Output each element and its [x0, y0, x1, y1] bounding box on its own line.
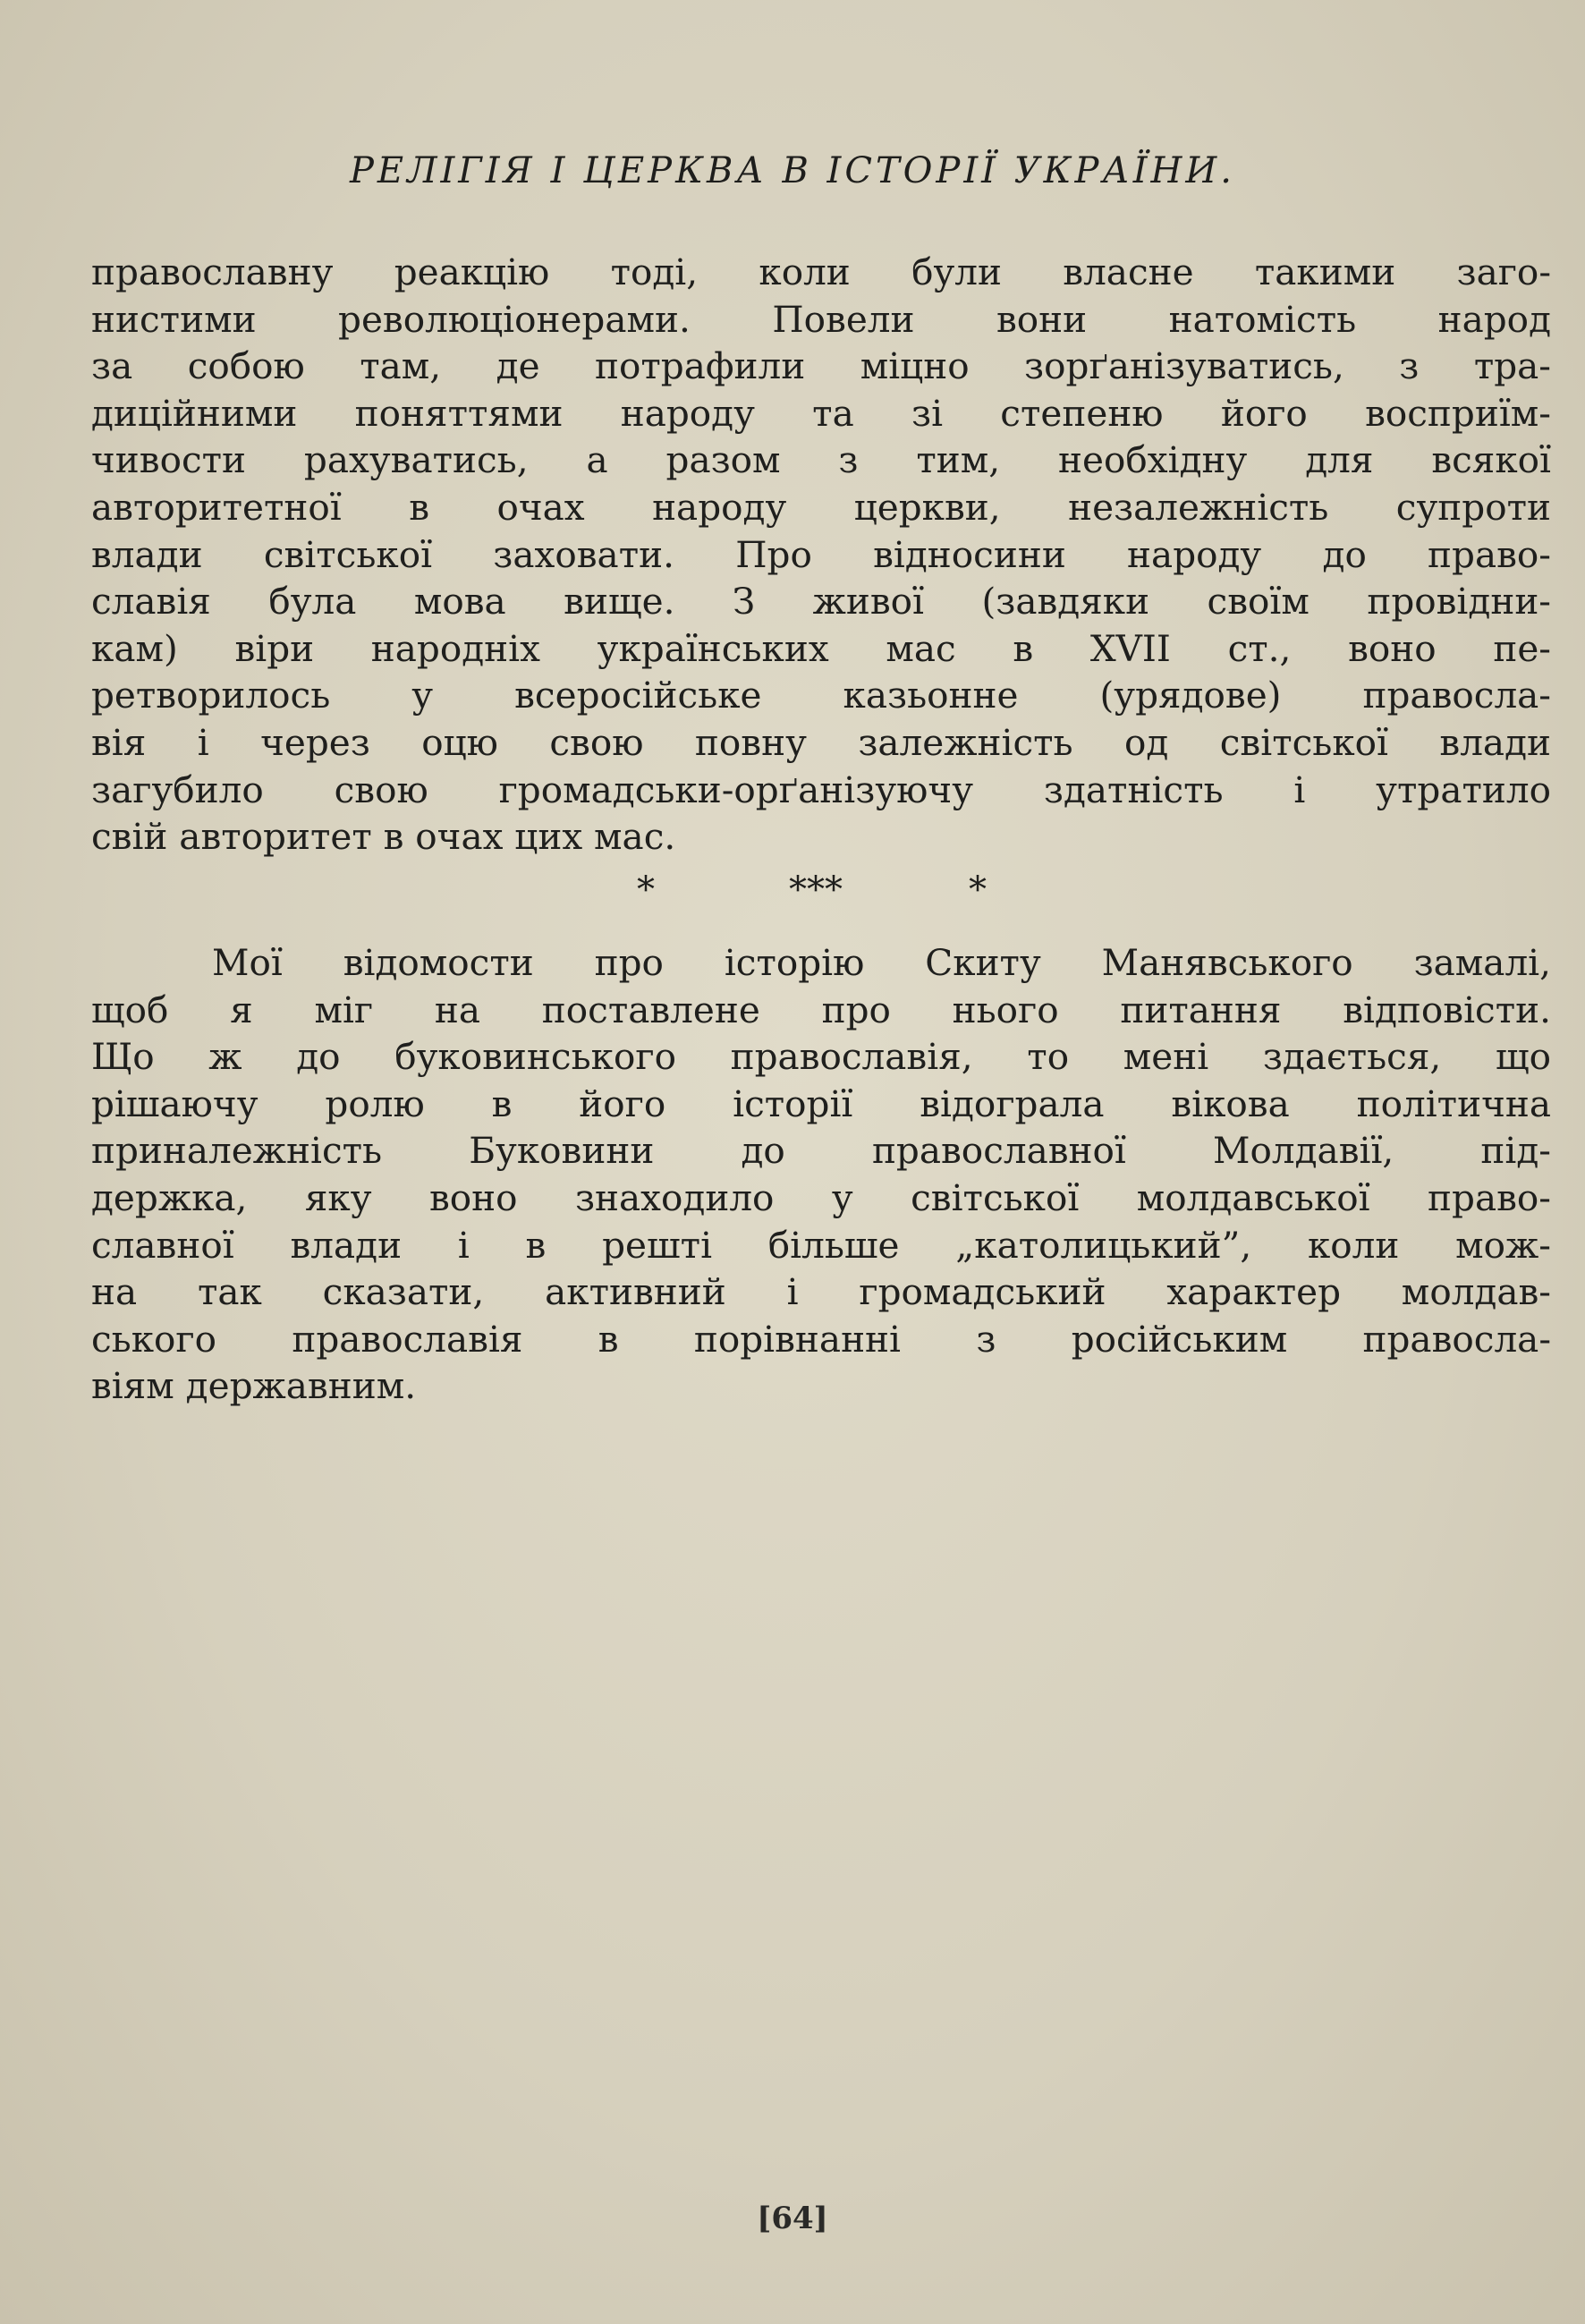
section-separator	[0, 869, 1585, 923]
text-line: славної влади і в решті більше „католицький”, коли мож-	[91, 1223, 1551, 1267]
text-line: влади світської заховати. Про відносини народу до право-	[91, 532, 1551, 576]
text-line: рішаючу ролю в його історії відограла вікова політична	[91, 1081, 1551, 1125]
text-line: нистими революціонерами. Повели вони натомість народ	[91, 297, 1551, 341]
text-line: авторитетної в очах народу церкви, незалежність супроти	[91, 485, 1551, 529]
paragraph-2	[91, 939, 1551, 1410]
text-line: Що ж до буковинського православія, то мені здається, що	[91, 1035, 1551, 1079]
text-line: на так сказати, активний і громадський характер молдав-	[91, 1270, 1551, 1314]
separator-asterisk-right: *	[969, 869, 987, 911]
page-number: [64]	[757, 2201, 828, 2236]
text-line: держка, яку воно знаходило у світської молдавської право-	[91, 1175, 1551, 1219]
text-line: приналежність Буковини до православної Молдавії, під-	[91, 1129, 1551, 1173]
text-line: загубило свою громадськи-орґанізуючу здатність і утратило	[91, 768, 1551, 811]
text-line: православну реакцію тоді, коли були власне такими заго-	[91, 250, 1551, 293]
text-line: диційними поняттями народу та зі степеню його восприїм-	[91, 391, 1551, 435]
text-line: віям державним.	[91, 1364, 417, 1408]
text-line: щоб я міг на поставлене про нього питання відповісти.	[91, 988, 1551, 1031]
separator-asterisk-left: *	[637, 869, 655, 911]
separator-asterisks-center: ***	[789, 869, 843, 911]
text-line: за собою там, де потрафили міцно зорґанізуватись, з тра-	[91, 344, 1551, 388]
text-line: славія була мова вище. З живої (завдяки своїм провідни-	[91, 580, 1551, 623]
running-title: РЕЛІГІЯ І ЦЕРКВА В ІСТОРІЇ УКРАЇНИ.	[349, 150, 1236, 191]
text-line: Мої відомости про історію Скиту Манявського замалі,	[212, 941, 1551, 984]
text-line: вія і через оцю свою повну залежність од світської влади	[91, 720, 1551, 764]
paragraph-1	[91, 249, 1551, 861]
text-line: чивости рахуватись, а разом з тим, необхідну для всякої	[91, 438, 1551, 482]
text-line: ського православія в порівнанні з російським правосла-	[91, 1317, 1551, 1361]
text-line: кам) віри народніх українських мас в XVII ст., воно пе-	[91, 626, 1551, 670]
text-line: ретворилось у всеросійське казьонне (урядове) правосла-	[91, 674, 1551, 717]
text-line: свій авторитет в очах цих мас.	[91, 815, 676, 859]
